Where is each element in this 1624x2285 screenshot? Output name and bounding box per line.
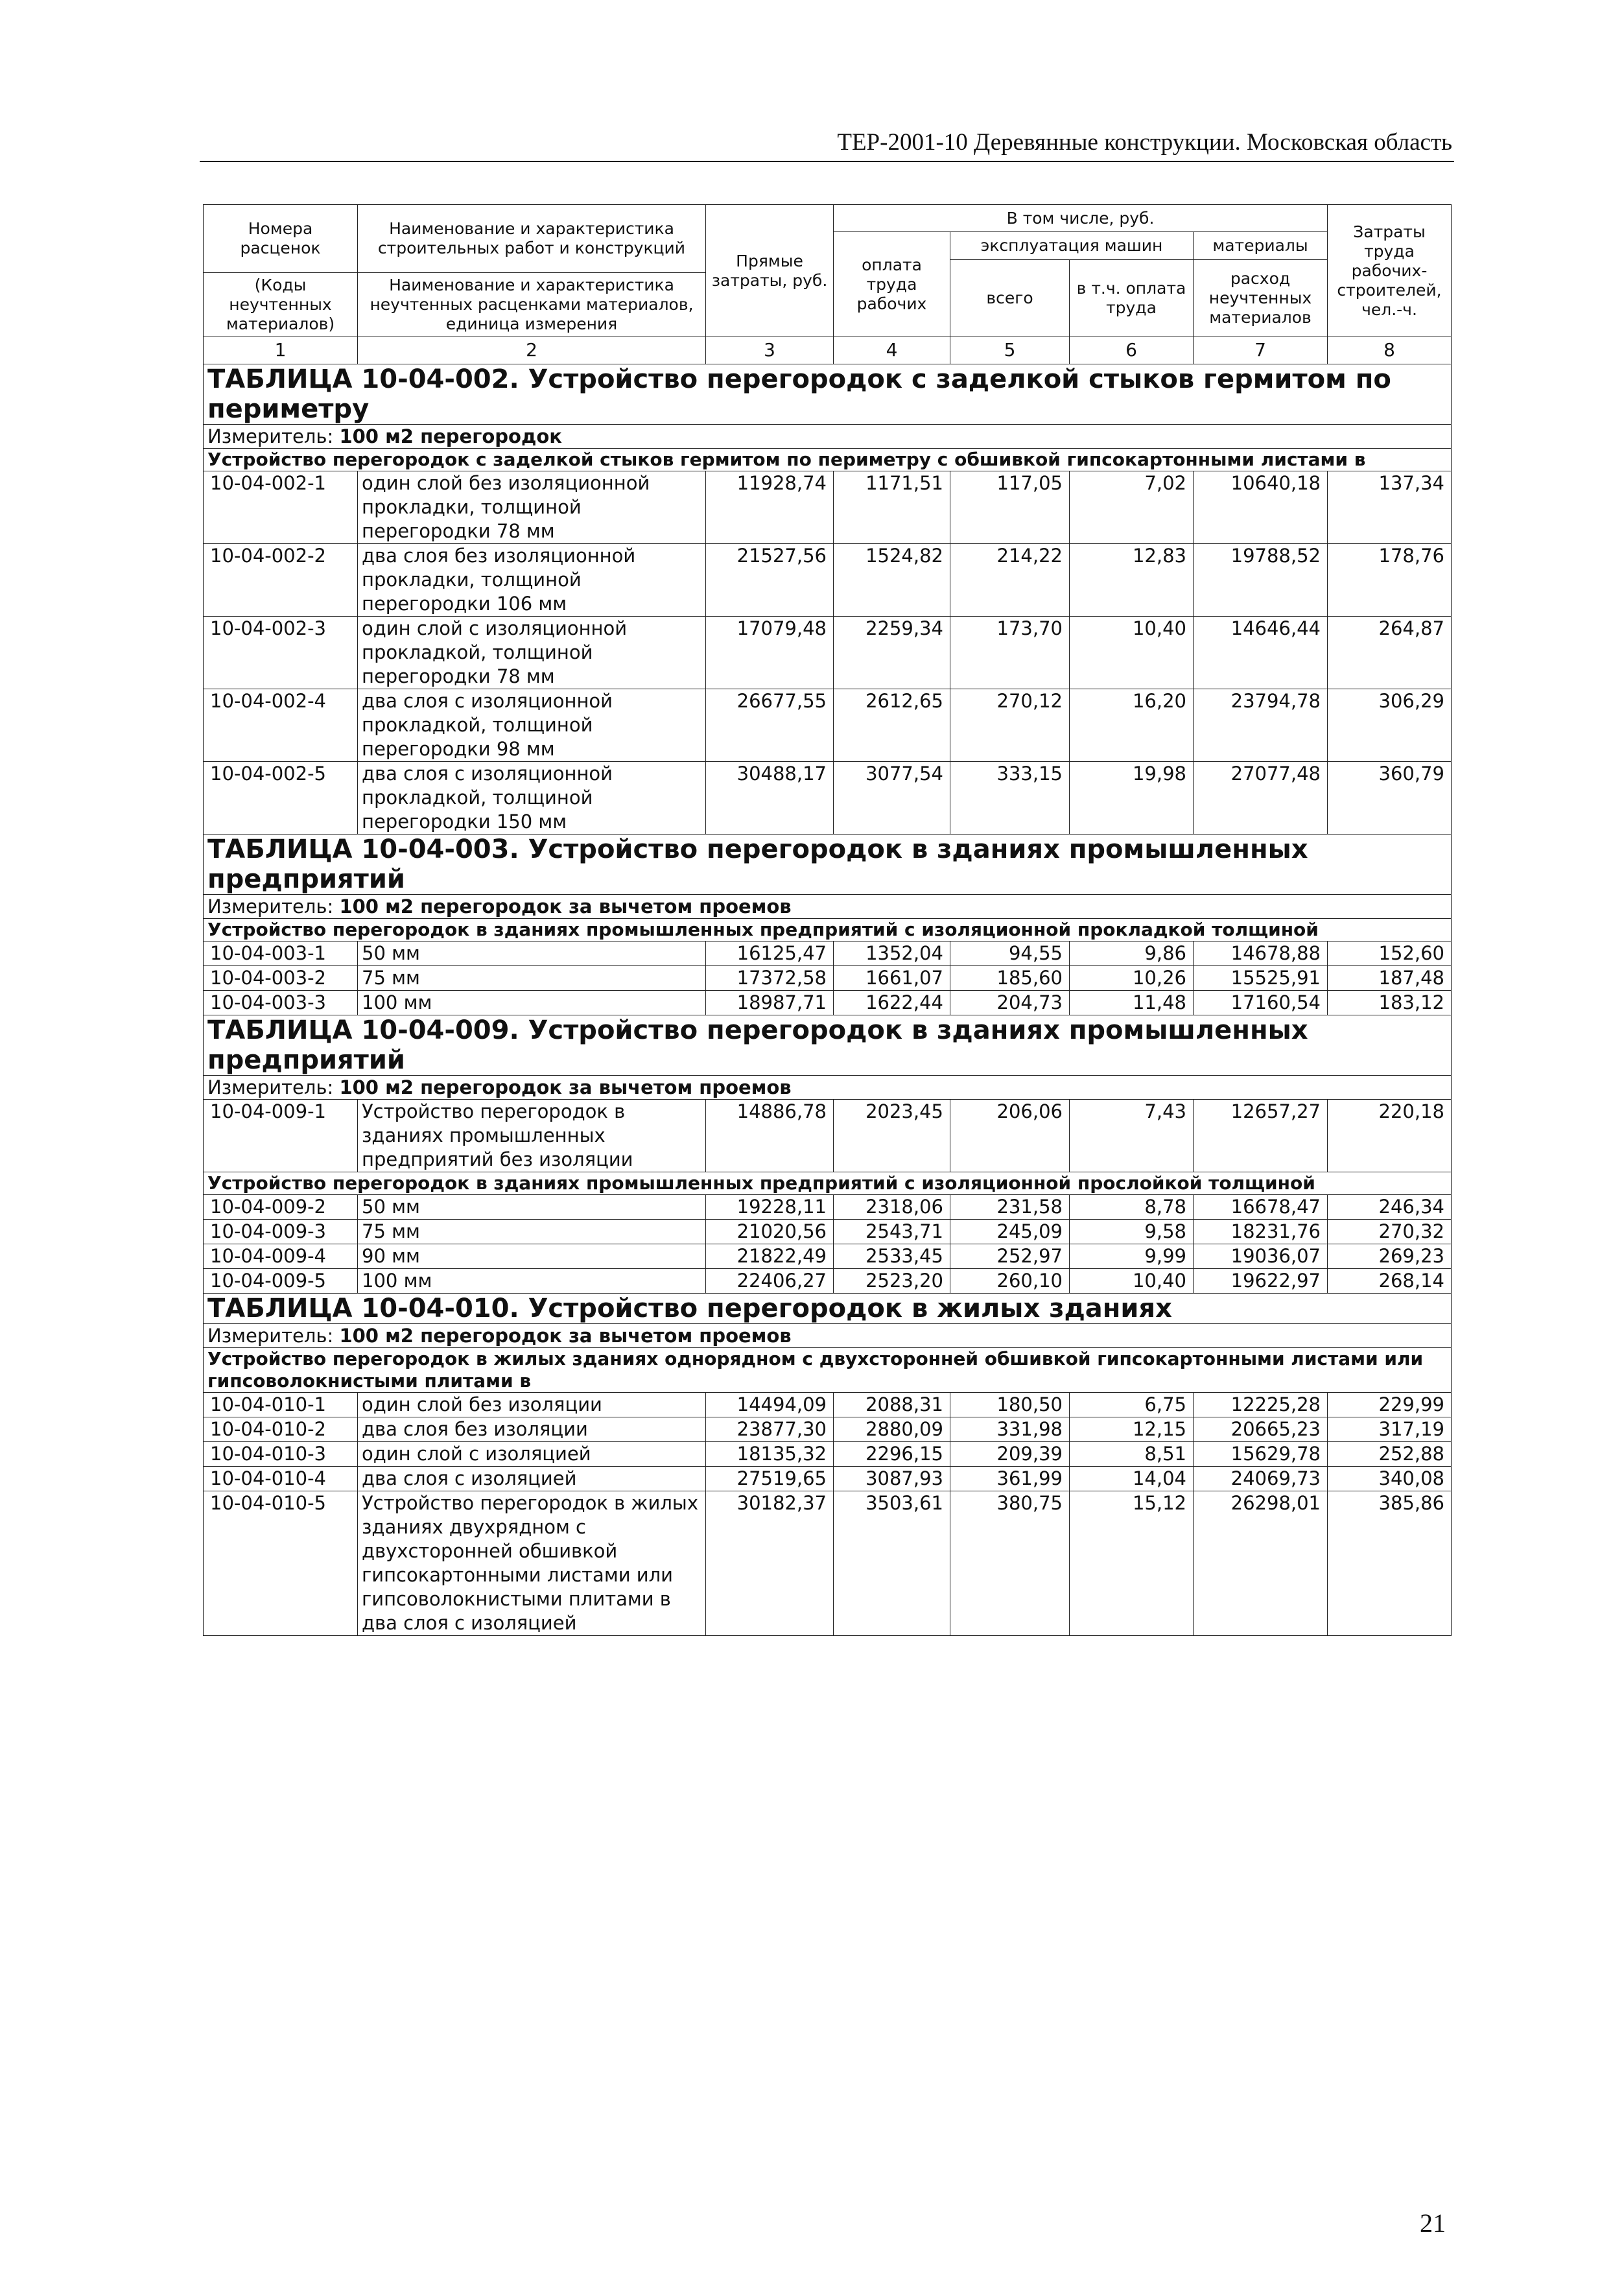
materials-cost: 20665,23 bbox=[1194, 1417, 1328, 1442]
labor-pay: 3077,54 bbox=[834, 762, 950, 835]
rate-code: 10-04-009-2 bbox=[204, 1195, 358, 1220]
direct-cost: 14494,09 bbox=[706, 1393, 834, 1417]
header-name-top: Наименование и характеристика строительных работ и конструкций bbox=[358, 205, 706, 273]
machines-total: 380,75 bbox=[950, 1491, 1070, 1636]
rate-code: 10-04-009-3 bbox=[204, 1220, 358, 1244]
group-heading-cell: Устройство перегородок в жилых зданиях однорядном с двухсторонней обшивкой гипсокартонными листами или гипсоволокнистыми плитами в bbox=[204, 1348, 1452, 1393]
rate-code: 10-04-002-2 bbox=[204, 544, 358, 617]
direct-cost: 21020,56 bbox=[706, 1220, 834, 1244]
page-number: 21 bbox=[1420, 2208, 1446, 2238]
header-machines-total: всего bbox=[950, 260, 1070, 337]
header-labor-pay: оплата труда рабочих bbox=[834, 232, 950, 337]
header-machines: эксплуатация машин bbox=[950, 232, 1194, 260]
labor-hours: 178,76 bbox=[1328, 544, 1452, 617]
rate-code: 10-04-010-1 bbox=[204, 1393, 358, 1417]
rate-description: один слой с изоляционной прокладкой, толщиной перегородки 78 мм bbox=[358, 617, 706, 689]
machines-labor: 10,40 bbox=[1070, 1269, 1194, 1294]
header-including: В том числе, руб. bbox=[834, 205, 1328, 232]
table-row bbox=[204, 544, 1452, 617]
rate-description: два слоя с изоляцией bbox=[358, 1467, 706, 1491]
labor-hours: 268,14 bbox=[1328, 1269, 1452, 1294]
machines-labor: 9,58 bbox=[1070, 1220, 1194, 1244]
labor-pay: 1622,44 bbox=[834, 991, 950, 1015]
table-row bbox=[204, 941, 1452, 966]
rate-description: 50 мм bbox=[358, 1195, 706, 1220]
column-number: 5 bbox=[950, 337, 1070, 364]
header-direct: Прямые затраты, руб. bbox=[706, 205, 834, 337]
group-heading bbox=[204, 1172, 1452, 1195]
machines-total: 94,55 bbox=[950, 941, 1070, 966]
section-title bbox=[204, 364, 1452, 425]
section-title-cell: ТАБЛИЦА 10-04-002. Устройство перегородок с заделкой стыков гермитом по периметру bbox=[204, 364, 1452, 425]
column-number: 4 bbox=[834, 337, 950, 364]
machines-total: 331,98 bbox=[950, 1417, 1070, 1442]
rate-description: 75 мм bbox=[358, 966, 706, 991]
rate-code: 10-04-002-4 bbox=[204, 689, 358, 762]
measure-row bbox=[204, 895, 1452, 919]
column-numbers-row bbox=[204, 337, 1452, 364]
machines-labor: 19,98 bbox=[1070, 762, 1194, 835]
direct-cost: 17079,48 bbox=[706, 617, 834, 689]
rate-code: 10-04-003-2 bbox=[204, 966, 358, 991]
rate-description: Устройство перегородок в зданиях промышленных предприятий без изоляции bbox=[358, 1100, 706, 1172]
header-materials: материалы bbox=[1194, 232, 1328, 260]
group-heading-cell: Устройство перегородок с заделкой стыков гермитом по периметру с обшивкой гипсокартонными листами в bbox=[204, 449, 1452, 471]
running-header: ТЕР-2001-10 Деревянные конструкции. Московская область bbox=[837, 129, 1452, 156]
table-row bbox=[204, 689, 1452, 762]
machines-labor: 11,48 bbox=[1070, 991, 1194, 1015]
group-heading-cell: Устройство перегородок в зданиях промышленных предприятий с изоляционной прослойкой толщиной bbox=[204, 1172, 1452, 1195]
rate-description: 100 мм bbox=[358, 1269, 706, 1294]
rate-description: 50 мм bbox=[358, 941, 706, 966]
table-row bbox=[204, 1269, 1452, 1294]
materials-cost: 14646,44 bbox=[1194, 617, 1328, 689]
table-row bbox=[204, 471, 1452, 544]
direct-cost: 26677,55 bbox=[706, 689, 834, 762]
labor-pay: 2318,06 bbox=[834, 1195, 950, 1220]
rate-code: 10-04-002-3 bbox=[204, 617, 358, 689]
measure-label: Измеритель: bbox=[207, 1325, 334, 1347]
materials-cost: 19788,52 bbox=[1194, 544, 1328, 617]
table-row bbox=[204, 1220, 1452, 1244]
rate-description: Устройство перегородок в жилых зданиях двухрядном с двухсторонней обшивкой гипсокартонными листами или гипсоволокнистыми плитами в два слоя с изоляцией bbox=[358, 1491, 706, 1636]
table-row bbox=[204, 762, 1452, 835]
labor-pay: 2880,09 bbox=[834, 1417, 950, 1442]
rate-code: 10-04-010-5 bbox=[204, 1491, 358, 1636]
section-title bbox=[204, 1294, 1452, 1324]
column-number: 2 bbox=[358, 337, 706, 364]
rate-description: 100 мм bbox=[358, 991, 706, 1015]
labor-pay: 3087,93 bbox=[834, 1467, 950, 1491]
direct-cost: 23877,30 bbox=[706, 1417, 834, 1442]
measure-label: Измеритель: bbox=[207, 425, 334, 447]
measure-value: 100 м2 перегородок за вычетом проемов bbox=[339, 895, 792, 918]
group-heading bbox=[204, 919, 1452, 941]
measure-cell bbox=[204, 425, 1452, 449]
materials-cost: 23794,78 bbox=[1194, 689, 1328, 762]
labor-hours: 246,34 bbox=[1328, 1195, 1452, 1220]
machines-total: 252,97 bbox=[950, 1244, 1070, 1269]
direct-cost: 19228,11 bbox=[706, 1195, 834, 1220]
direct-cost: 21527,56 bbox=[706, 544, 834, 617]
machines-total: 245,09 bbox=[950, 1220, 1070, 1244]
machines-total: 270,12 bbox=[950, 689, 1070, 762]
measure-cell bbox=[204, 1324, 1452, 1348]
machines-labor: 12,15 bbox=[1070, 1417, 1194, 1442]
direct-cost: 18135,32 bbox=[706, 1442, 834, 1467]
group-heading-cell: Устройство перегородок в зданиях промышленных предприятий с изоляционной прокладкой толщиной bbox=[204, 919, 1452, 941]
machines-total: 173,70 bbox=[950, 617, 1070, 689]
measure-value: 100 м2 перегородок за вычетом проемов bbox=[339, 1325, 792, 1347]
machines-labor: 9,99 bbox=[1070, 1244, 1194, 1269]
table-row bbox=[204, 1417, 1452, 1442]
machines-labor: 12,83 bbox=[1070, 544, 1194, 617]
machines-labor: 7,02 bbox=[1070, 471, 1194, 544]
rates-table bbox=[203, 204, 1452, 1636]
direct-cost: 16125,47 bbox=[706, 941, 834, 966]
rate-code: 10-04-010-4 bbox=[204, 1467, 358, 1491]
table-row bbox=[204, 617, 1452, 689]
labor-pay: 1524,82 bbox=[834, 544, 950, 617]
direct-cost: 18987,71 bbox=[706, 991, 834, 1015]
table-row bbox=[204, 1100, 1452, 1172]
direct-cost: 27519,65 bbox=[706, 1467, 834, 1491]
machines-total: 361,99 bbox=[950, 1467, 1070, 1491]
rate-code: 10-04-003-1 bbox=[204, 941, 358, 966]
materials-cost: 19036,07 bbox=[1194, 1244, 1328, 1269]
table-row bbox=[204, 1467, 1452, 1491]
rate-code: 10-04-009-4 bbox=[204, 1244, 358, 1269]
section-title bbox=[204, 835, 1452, 895]
section-title-cell: ТАБЛИЦА 10-04-003. Устройство перегородок в зданиях промышленных предприятий bbox=[204, 835, 1452, 895]
section-title-cell: ТАБЛИЦА 10-04-010. Устройство перегородок в жилых зданиях bbox=[204, 1294, 1452, 1324]
rate-description: два слоя без изоляции bbox=[358, 1417, 706, 1442]
machines-total: 180,50 bbox=[950, 1393, 1070, 1417]
measure-cell bbox=[204, 895, 1452, 919]
table-row bbox=[204, 991, 1452, 1015]
header-materials-unaccounted: расход неучтенных материалов bbox=[1194, 260, 1328, 337]
labor-hours: 252,88 bbox=[1328, 1442, 1452, 1467]
direct-cost: 22406,27 bbox=[706, 1269, 834, 1294]
machines-labor: 15,12 bbox=[1070, 1491, 1194, 1636]
column-number: 7 bbox=[1194, 337, 1328, 364]
labor-hours: 340,08 bbox=[1328, 1467, 1452, 1491]
machines-labor: 16,20 bbox=[1070, 689, 1194, 762]
labor-pay: 1352,04 bbox=[834, 941, 950, 966]
machines-labor: 7,43 bbox=[1070, 1100, 1194, 1172]
materials-cost: 17160,54 bbox=[1194, 991, 1328, 1015]
labor-hours: 183,12 bbox=[1328, 991, 1452, 1015]
table-row bbox=[204, 1393, 1452, 1417]
measure-cell bbox=[204, 1076, 1452, 1100]
table-row bbox=[204, 1195, 1452, 1220]
labor-pay: 2543,71 bbox=[834, 1220, 950, 1244]
table-row bbox=[204, 1244, 1452, 1269]
header-name-bottom: Наименование и характеристика неучтенных расценками материалов, единица измерения bbox=[358, 273, 706, 337]
group-heading bbox=[204, 449, 1452, 471]
machines-labor: 8,78 bbox=[1070, 1195, 1194, 1220]
rate-description: один слой без изоляции bbox=[358, 1393, 706, 1417]
header-labor-cost: Затраты труда рабочих-строителей, чел.-ч. bbox=[1328, 205, 1452, 337]
direct-cost: 30488,17 bbox=[706, 762, 834, 835]
labor-hours: 317,19 bbox=[1328, 1417, 1452, 1442]
materials-cost: 19622,97 bbox=[1194, 1269, 1328, 1294]
labor-pay: 1661,07 bbox=[834, 966, 950, 991]
measure-label: Измеритель: bbox=[207, 895, 334, 918]
rate-description: 75 мм bbox=[358, 1220, 706, 1244]
measure-row bbox=[204, 425, 1452, 449]
materials-cost: 27077,48 bbox=[1194, 762, 1328, 835]
rate-description: два слоя с изоляционной прокладкой, толщиной перегородки 98 мм bbox=[358, 689, 706, 762]
table-row bbox=[204, 1491, 1452, 1636]
labor-pay: 2088,31 bbox=[834, 1393, 950, 1417]
machines-labor: 6,75 bbox=[1070, 1393, 1194, 1417]
header-machines-labor: в т.ч. оплата труда bbox=[1070, 260, 1194, 337]
materials-cost: 12225,28 bbox=[1194, 1393, 1328, 1417]
materials-cost: 26298,01 bbox=[1194, 1491, 1328, 1636]
machines-total: 231,58 bbox=[950, 1195, 1070, 1220]
column-number: 6 bbox=[1070, 337, 1194, 364]
labor-hours: 264,87 bbox=[1328, 617, 1452, 689]
rate-code: 10-04-003-3 bbox=[204, 991, 358, 1015]
machines-total: 185,60 bbox=[950, 966, 1070, 991]
machines-labor: 10,40 bbox=[1070, 617, 1194, 689]
materials-cost: 15629,78 bbox=[1194, 1442, 1328, 1467]
measure-row bbox=[204, 1324, 1452, 1348]
machines-labor: 14,04 bbox=[1070, 1467, 1194, 1491]
rate-description: 90 мм bbox=[358, 1244, 706, 1269]
labor-hours: 269,23 bbox=[1328, 1244, 1452, 1269]
direct-cost: 30182,37 bbox=[706, 1491, 834, 1636]
rate-description: два слоя без изоляционной прокладки, толщиной перегородки 106 мм bbox=[358, 544, 706, 617]
machines-total: 260,10 bbox=[950, 1269, 1070, 1294]
materials-cost: 24069,73 bbox=[1194, 1467, 1328, 1491]
rate-code: 10-04-010-2 bbox=[204, 1417, 358, 1442]
labor-hours: 360,79 bbox=[1328, 762, 1452, 835]
group-heading bbox=[204, 1348, 1452, 1393]
rate-code: 10-04-002-5 bbox=[204, 762, 358, 835]
labor-hours: 152,60 bbox=[1328, 941, 1452, 966]
rate-code: 10-04-010-3 bbox=[204, 1442, 358, 1467]
section-title-cell: ТАБЛИЦА 10-04-009. Устройство перегородок в зданиях промышленных предприятий bbox=[204, 1015, 1452, 1076]
header-rule bbox=[200, 161, 1454, 162]
direct-cost: 17372,58 bbox=[706, 966, 834, 991]
machines-total: 214,22 bbox=[950, 544, 1070, 617]
labor-hours: 385,86 bbox=[1328, 1491, 1452, 1636]
labor-pay: 2533,45 bbox=[834, 1244, 950, 1269]
rate-code: 10-04-009-5 bbox=[204, 1269, 358, 1294]
labor-pay: 2296,15 bbox=[834, 1442, 950, 1467]
labor-pay: 2023,45 bbox=[834, 1100, 950, 1172]
measure-row bbox=[204, 1076, 1452, 1100]
machines-total: 206,06 bbox=[950, 1100, 1070, 1172]
measure-label: Измеритель: bbox=[207, 1076, 334, 1098]
rate-code: 10-04-009-1 bbox=[204, 1100, 358, 1172]
materials-cost: 15525,91 bbox=[1194, 966, 1328, 991]
labor-hours: 270,32 bbox=[1328, 1220, 1452, 1244]
column-number: 8 bbox=[1328, 337, 1452, 364]
labor-hours: 137,34 bbox=[1328, 471, 1452, 544]
table-row bbox=[204, 1442, 1452, 1467]
rate-description: один слой без изоляционной прокладки, толщиной перегородки 78 мм bbox=[358, 471, 706, 544]
labor-pay: 1171,51 bbox=[834, 471, 950, 544]
labor-hours: 306,29 bbox=[1328, 689, 1452, 762]
rate-description: два слоя с изоляционной прокладкой, толщиной перегородки 150 мм bbox=[358, 762, 706, 835]
labor-pay: 3503,61 bbox=[834, 1491, 950, 1636]
direct-cost: 11928,74 bbox=[706, 471, 834, 544]
labor-hours: 187,48 bbox=[1328, 966, 1452, 991]
machines-labor: 8,51 bbox=[1070, 1442, 1194, 1467]
labor-hours: 220,18 bbox=[1328, 1100, 1452, 1172]
materials-cost: 18231,76 bbox=[1194, 1220, 1328, 1244]
materials-cost: 14678,88 bbox=[1194, 941, 1328, 966]
machines-total: 117,05 bbox=[950, 471, 1070, 544]
rate-code: 10-04-002-1 bbox=[204, 471, 358, 544]
measure-value: 100 м2 перегородок за вычетом проемов bbox=[339, 1076, 792, 1098]
direct-cost: 21822,49 bbox=[706, 1244, 834, 1269]
materials-cost: 12657,27 bbox=[1194, 1100, 1328, 1172]
machines-total: 333,15 bbox=[950, 762, 1070, 835]
labor-hours: 229,99 bbox=[1328, 1393, 1452, 1417]
section-title bbox=[204, 1015, 1452, 1076]
machines-total: 204,73 bbox=[950, 991, 1070, 1015]
direct-cost: 14886,78 bbox=[706, 1100, 834, 1172]
rate-description: один слой с изоляцией bbox=[358, 1442, 706, 1467]
column-number: 3 bbox=[706, 337, 834, 364]
machines-labor: 9,86 bbox=[1070, 941, 1194, 966]
header-codes-top: Номера расценок bbox=[204, 205, 358, 273]
labor-pay: 2523,20 bbox=[834, 1269, 950, 1294]
table-row bbox=[204, 966, 1452, 991]
materials-cost: 16678,47 bbox=[1194, 1195, 1328, 1220]
header-codes-bottom: (Коды неучтенных материалов) bbox=[204, 273, 358, 337]
measure-value: 100 м2 перегородок bbox=[339, 425, 562, 447]
machines-labor: 10,26 bbox=[1070, 966, 1194, 991]
materials-cost: 10640,18 bbox=[1194, 471, 1328, 544]
column-number: 1 bbox=[204, 337, 358, 364]
labor-pay: 2259,34 bbox=[834, 617, 950, 689]
labor-pay: 2612,65 bbox=[834, 689, 950, 762]
machines-total: 209,39 bbox=[950, 1442, 1070, 1467]
